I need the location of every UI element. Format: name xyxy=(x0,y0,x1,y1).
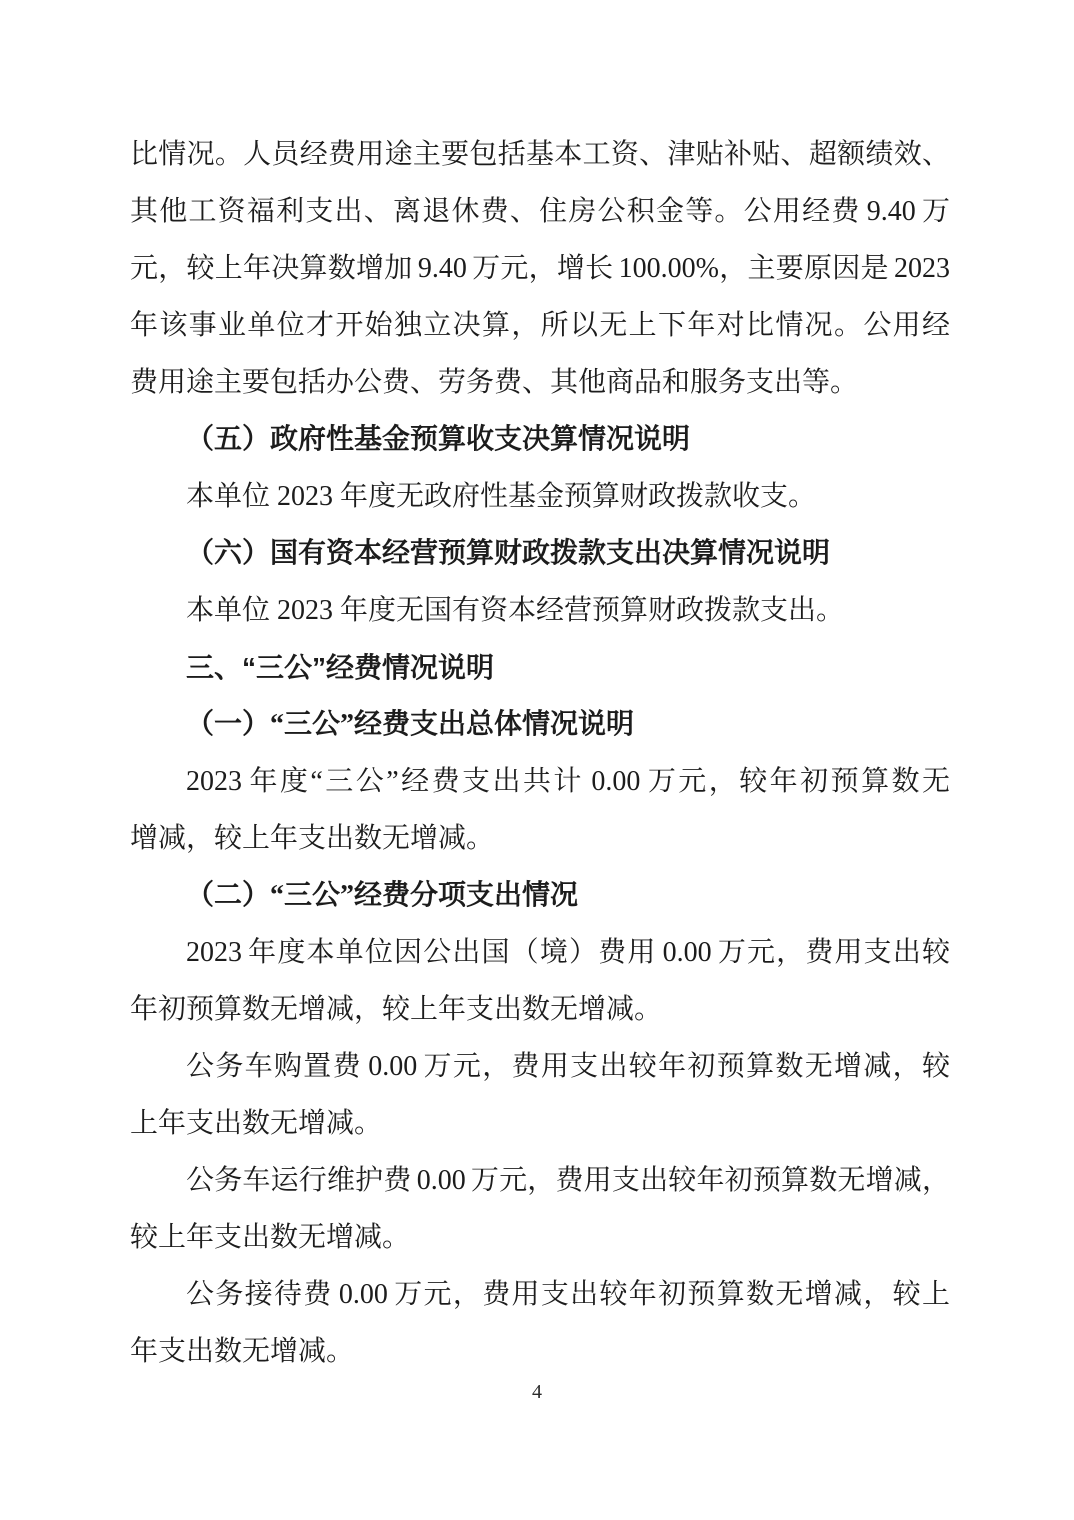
section-heading-govfund: （五）政府性基金预算收支决算情况说明 xyxy=(186,424,691,455)
paragraph-line: 2023 年度“三公”经费支出共计 0.00 万元，较年初预算数无 xyxy=(186,766,950,797)
paragraph-line: 增减，较上年支出数无增减。 xyxy=(130,823,495,854)
paragraph-line: 年支出数无增减。 xyxy=(130,1336,355,1367)
paragraph-line: 年初预算数无增减，较上年支出数无增减。 xyxy=(130,994,663,1025)
paragraph-line: 比情况。人员经费用途主要包括基本工资、津贴补贴、超额绩效、 xyxy=(130,139,950,170)
paragraph-line: 2023 年度本单位因公出国（境）费用 0.00 万元，费用支出较 xyxy=(186,937,950,968)
section-heading-three-public-itemized: （二）“三公”经费分项支出情况 xyxy=(186,880,579,911)
document-body xyxy=(130,126,950,1380)
paragraph-line: 公务接待费 0.00 万元，费用支出较年初预算数无增减，较上 xyxy=(186,1279,950,1310)
paragraph-line: 上年支出数无增减。 xyxy=(130,1108,383,1139)
paragraph-line: 本单位 2023 年度无政府性基金预算财政拨款收支。 xyxy=(186,481,817,512)
paragraph-line: 较上年支出数无增减。 xyxy=(130,1222,411,1253)
paragraph-line: 年该事业单位才开始独立决算，所以无上下年对比情况。公用经 xyxy=(130,310,950,341)
section-heading-three-public-overall: （一）“三公”经费支出总体情况说明 xyxy=(186,709,635,740)
section-heading-statecapital: （六）国有资本经营预算财政拨款支出决算情况说明 xyxy=(186,538,831,569)
paragraph-line: 元，较上年决算数增加 9.40 万元，增长 100.00%，主要原因是 2023 xyxy=(130,253,950,284)
paragraph-line: 费用途主要包括办公费、劳务费、其他商品和服务支出等。 xyxy=(130,367,859,398)
paragraph-line: 其他工资福利支出、离退休费、住房公积金等。公用经费 9.40 万 xyxy=(130,196,950,227)
paragraph-line: 公务车运行维护费 0.00 万元，费用支出较年初预算数无增减， xyxy=(186,1165,950,1196)
paragraph-line: 公务车购置费 0.00 万元，费用支出较年初预算数无增减，较 xyxy=(186,1051,950,1082)
page-number: 4 xyxy=(532,1381,542,1403)
paragraph-line: 本单位 2023 年度无国有资本经营预算财政拨款支出。 xyxy=(186,595,845,626)
chapter-heading-three-public: 三、“三公”经费情况说明 xyxy=(186,652,495,683)
